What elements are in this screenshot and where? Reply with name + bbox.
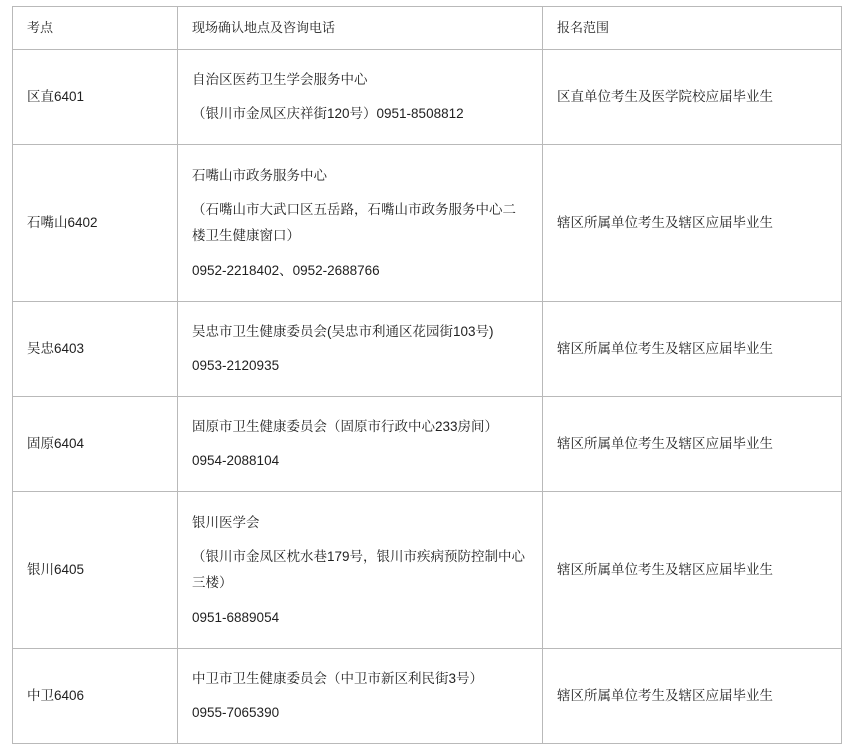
cell-site: 区直6401 [13,50,178,145]
cell-site: 石嘴山6402 [13,145,178,302]
cell-site: 固原6404 [13,397,178,492]
table-body [13,50,842,744]
cell-site: 中卫6406 [13,649,178,744]
location-line: 自治区医药卫生学会服务中心 [192,71,368,87]
location-phone: 0954-2088104 [192,453,280,469]
cell-location [178,302,543,397]
table-header-row [13,7,842,50]
cell-site: 吴忠6403 [13,302,178,397]
location-line: （石嘴山市大武口区五岳路，石嘴山市政务服务中心二楼卫生健康窗口） [192,201,516,244]
location-phone: 0951-6889054 [192,609,280,625]
cell-site: 银川6405 [13,492,178,649]
location-phone: 0952-2218402、0952-2688766 [192,262,380,278]
location-line: （银川市金凤区庆祥街120号）0951-8508812 [192,106,464,122]
location-line: 中卫市卫生健康委员会（中卫市新区利民街3号） [192,670,484,686]
location-line: 银川医学会 [192,514,260,530]
cell-scope: 辖区所属单位考生及辖区应届毕业生 [543,145,842,302]
exam-sites-table [12,6,842,744]
cell-location [178,50,543,145]
cell-scope: 区直单位考生及医学院校应届毕业生 [543,50,842,145]
table-row [13,397,842,492]
cell-scope: 辖区所属单位考生及辖区应届毕业生 [543,649,842,744]
location-line: （银川市金凤区枕水巷179号，银川市疾病预防控制中心三楼） [192,548,526,591]
location-line: 石嘴山市政务服务中心 [192,167,327,183]
cell-location [178,649,543,744]
location-phone: 0953-2120935 [192,358,280,374]
location-line: 吴忠市卫生健康委员会(吴忠市利通区花园街103号) [192,323,494,339]
cell-location [178,397,543,492]
column-header-scope: 报名范围 [543,7,842,50]
table-row [13,50,842,145]
cell-scope: 辖区所属单位考生及辖区应届毕业生 [543,397,842,492]
table-row [13,302,842,397]
cell-location [178,492,543,649]
column-header-site: 考点 [13,7,178,50]
table-row [13,492,842,649]
table-row [13,145,842,302]
column-header-location: 现场确认地点及咨询电话 [178,7,543,50]
table-header [13,7,842,50]
location-line: 固原市卫生健康委员会（固原市行政中心233房间） [192,418,499,434]
table-row [13,649,842,744]
location-phone: 0955-7065390 [192,705,280,721]
cell-scope: 辖区所属单位考生及辖区应届毕业生 [543,492,842,649]
cell-scope: 辖区所属单位考生及辖区应届毕业生 [543,302,842,397]
cell-location [178,145,543,302]
